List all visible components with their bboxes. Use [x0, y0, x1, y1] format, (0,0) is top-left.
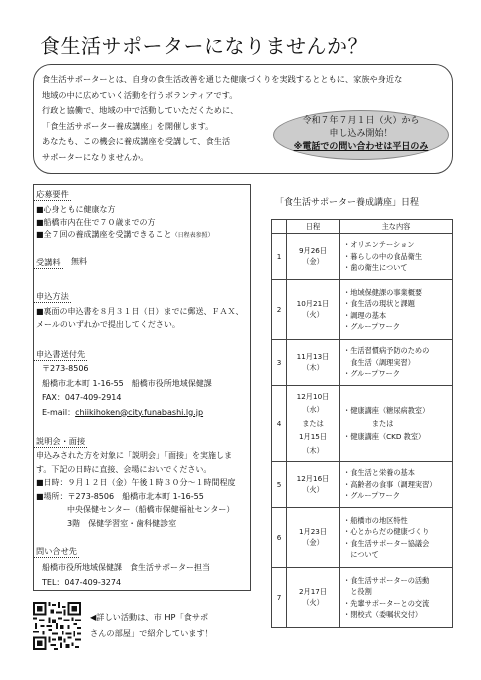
session-date: [287, 508, 340, 568]
intro-line: あなたも、この機会に養成講座を受講して、食生活: [42, 136, 231, 146]
content-item: ・調理の基本: [343, 310, 387, 320]
session-date: [287, 386, 340, 462]
notice-line-start: 申し込み開始！: [329, 129, 393, 139]
date-line: （火）: [302, 484, 324, 494]
content-item: ・先輩サポーターとの交流: [343, 598, 430, 608]
info-box: [33, 184, 251, 591]
date-line: 10月21日: [296, 299, 330, 308]
session-date: [287, 234, 340, 280]
content-item: ・グループワーク: [343, 322, 400, 331]
date-line: （水）: [302, 405, 324, 415]
apply-line: ■裏面の申込書を８月３１日（日）までに郵送、ＦＡＸ、: [36, 307, 244, 316]
date-line: 12月10日: [296, 391, 330, 401]
date-line: 12月16日: [296, 474, 330, 483]
requirement-item: ■全７回の養成講座を受講できること: [36, 230, 172, 239]
schedule-row: [272, 462, 453, 508]
date-line: （木）: [302, 445, 324, 455]
session-content: [340, 386, 453, 462]
date-line: 1月15日: [298, 432, 328, 442]
briefing-datetime: ■日時：９月１２日（金）午後１時３０分～１時間程度: [36, 478, 236, 487]
apply-text: [36, 306, 244, 331]
schedule-row: [272, 386, 453, 462]
contact-org: 船橋市役所地域保健課 食生活サポーター担当: [42, 563, 210, 572]
intro-line: 地域の中に広めていく活動を行うボランティアです。: [42, 89, 238, 100]
session-number: 3: [272, 340, 287, 386]
briefing-place: 3階 保健学習室・歯科健診室: [67, 518, 177, 528]
session-content: [340, 462, 453, 508]
content-item: ・食生活の現状と課題: [343, 299, 415, 308]
session-content: [340, 280, 453, 340]
session-date: [287, 568, 340, 628]
contact-heading: 問い合せ先: [36, 546, 77, 556]
content-item: ・グループワーク: [343, 369, 400, 379]
schedule-row: [272, 280, 453, 340]
session-content: [340, 340, 453, 386]
application-start-notice: [273, 110, 449, 160]
address-heading: 申込書送付先: [36, 349, 86, 359]
num-header: [272, 220, 287, 234]
content-item: または: [343, 419, 394, 428]
session-date: [287, 280, 340, 340]
requirements-heading: 応募要件: [36, 189, 69, 199]
email-link[interactable]: chiikihoken@city.funabashi.lg.jp: [75, 407, 204, 417]
schedule-title: 「食生活サポーター養成講座」日程: [275, 198, 420, 208]
briefing-line: 申込みされた方を対象に「説明会」「面接」を実施しま: [36, 451, 232, 460]
content-item: ・高齢者の食事（調理実習）: [343, 479, 437, 489]
briefing-place: 中央保健センター（船橋市保健福祉センター）: [67, 505, 235, 514]
apply-heading: 申込方法: [36, 291, 69, 301]
schedule-reference-note: （日程表参照）: [171, 232, 214, 239]
session-number: 1: [272, 234, 287, 280]
content-item: ・歯の衛生について: [343, 263, 408, 273]
schedule-row: [272, 508, 453, 568]
footer-note: [90, 609, 213, 641]
schedule-row: [272, 568, 453, 628]
briefing-block: [36, 449, 236, 530]
schedule-table: [271, 219, 453, 628]
date-line: （金）: [302, 537, 324, 547]
content-item: ・食生活と栄養の基本: [343, 468, 415, 478]
content-item: ・食生活サポーターの活動: [343, 575, 430, 585]
date-line: 11月13日: [296, 352, 330, 361]
content-item: と役割: [343, 587, 372, 596]
date-line: （火）: [302, 309, 324, 319]
content-item: 食生活（調理実習）: [343, 357, 415, 367]
session-number: 2: [272, 280, 287, 340]
session-content: [340, 508, 453, 568]
date-line: または: [302, 418, 324, 428]
content-item: ・船橋市の地区特性: [343, 515, 408, 525]
street-address: 船橋市北本町 1-16-55 船橋市役所地域保健課: [42, 378, 212, 388]
session-number: 4: [272, 386, 287, 462]
intro-line: 行政と協働で、地域の中で活動していただくために、: [42, 105, 239, 115]
notice-line-phone: ※電話での問い合わせは平日のみ: [293, 142, 429, 152]
content-item: ・グループワーク: [343, 491, 400, 501]
date-line: 9月26日: [298, 246, 328, 255]
footer-line: さんの部屋」で紹介しています！: [90, 628, 213, 638]
intro-line: 食生活サポーターとは、自身の食生活改善を通じた健康づくりを実践するとともに、家族や身近な: [42, 74, 403, 84]
content-item: ・健康講座（糖尿病教室）: [343, 406, 430, 415]
address-block: [42, 362, 212, 420]
qr-code-icon[interactable]: [33, 602, 81, 650]
notice-line-date: 令和７年７月１日（火）から: [302, 116, 420, 126]
apply-line: メールのいずれかで提出してください。: [36, 319, 180, 329]
schedule-row: [272, 234, 453, 280]
footer-line: ◀詳しい活動は、市 HP「食サポ: [90, 612, 209, 622]
postal-code: 〒273-8506: [42, 364, 89, 373]
schedule-header-row: [272, 220, 453, 234]
schedule-row: [272, 340, 453, 386]
content-item: ・地域保健課の事業概要: [343, 287, 423, 297]
fee-heading: 受講料: [36, 257, 61, 267]
session-date: [287, 462, 340, 508]
content-item: ・心とからだの健康づくり: [343, 527, 430, 536]
date-header: 日程: [287, 220, 340, 234]
contact-tel: TEL：047-409-3274: [42, 578, 122, 587]
content-item: ・健康講座（CKD 教室）: [343, 432, 426, 441]
intro-line: 「食生活サポーター養成講座」を開催します。: [42, 120, 214, 131]
session-content: [340, 234, 453, 280]
briefing-line: す。下記の日時に直接、会場においでください。: [36, 464, 212, 474]
intro-line: サポーターになりませんか。: [42, 151, 149, 162]
content-item: について: [343, 550, 379, 559]
content-item: ・食生活サポーター協議会: [343, 538, 430, 548]
fax-number: FAX：047-409-2914: [42, 393, 122, 402]
date-line: （木）: [302, 362, 324, 372]
session-number: 6: [272, 508, 287, 568]
requirements-list: [36, 204, 214, 243]
date-line: 2月17日: [298, 587, 328, 596]
fee-value: 無料: [71, 257, 87, 266]
email-label: E-mail：: [42, 407, 76, 417]
content-item: ・生活習慣病予防のための: [343, 346, 430, 356]
page-title: 食生活サポーターになりませんか？: [40, 34, 368, 58]
session-number: 7: [272, 568, 287, 628]
content-item: ・閉校式（委嘱状交付）: [343, 610, 423, 619]
session-content: [340, 568, 453, 628]
content-item: ・暮らしの中の食品衛生: [343, 251, 423, 261]
date-line: （火）: [302, 597, 324, 607]
date-line: （金）: [302, 256, 324, 266]
briefing-place: ■場所：〒273-8506 船橋市北本町 1-16-55: [36, 491, 204, 501]
requirement-item: ■心身ともに健康な方: [36, 205, 116, 214]
date-line: 1月23日: [298, 527, 328, 536]
content-header: 主な内容: [340, 220, 453, 234]
session-date: [287, 340, 340, 386]
session-number: 5: [272, 462, 287, 508]
briefing-heading: 説明会・面接: [36, 436, 86, 446]
contact-block: [42, 560, 210, 590]
content-item: ・オリエンテーション: [343, 240, 415, 250]
requirement-item: ■船橋市内在住で７０歳までの方: [36, 217, 156, 227]
